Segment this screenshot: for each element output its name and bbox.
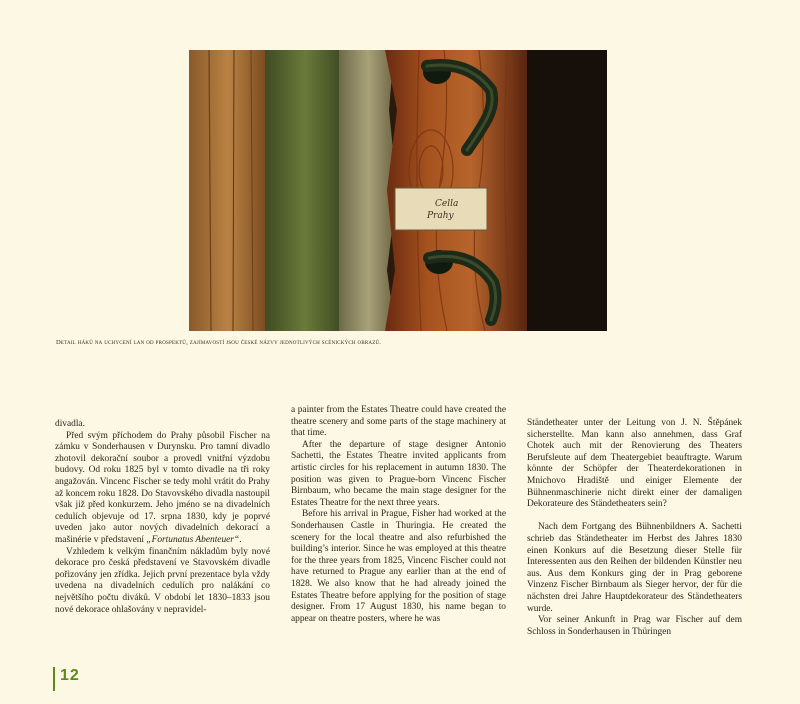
column-czech bbox=[55, 419, 270, 616]
play-title: „Fortunatus Abenteuer“ bbox=[146, 534, 240, 545]
photo-stage-hooks bbox=[189, 50, 607, 331]
column1-paragraph-1: divadla. bbox=[55, 419, 85, 429]
page-number-bar bbox=[53, 667, 55, 691]
column3-paragraph-3: Vor seiner Ankunft in Prag war Fischer auf dem Schloss in Sonderhausen in Thüringen bbox=[527, 615, 742, 637]
column1-paragraph-3: Vzhledem k velkým finančním nákladům byly nové dekorace pro česká představení ve Stavovském divadle pořizovány jen zřídka. Jejich první prezentace byla vždy uvedena na divadelních cedulích pro nalákání co největšího počtu diváků. V období let 1830–1833 jsou nové dekorace ohlašovány v nepravidel- bbox=[55, 546, 270, 615]
column2-paragraph-1: a painter from the Estates Theatre could have created the theatre scenery and some parts of the stage machinery at that time. bbox=[291, 405, 506, 439]
column-english bbox=[291, 405, 506, 625]
column2-paragraph-2: After the departure of stage designer Antonio Sachetti, the Estates Theatre invited applicants from artistic circles for his replacement in autumn 1830. The position was given to Prague-born Vincenc Fischer Birnbaum, who became the main stage designer for the Estates Theatre for the next three years. bbox=[291, 439, 506, 508]
column1-paragraph-2-text: Před svým příchodem do Prahy působil Fischer na zámku v Sonderhausen v Durynsku. Pro tamní divadlo zhotovil dekorační soubor a provedl vnitřní výzdobu budovy. Od roku 1825 byl v tomto divadle na tři roky angažován. Vincenc Fischer se tedy mohl vrátit do Prahy až koncem roku 1828. Do Stavovského divadla nastoupil však již před konkurzem. Jeho jméno se na divadelních cedulích objevuje od 17. srpna 1830, kdy je poprvé uveden jako autor nových divadelních dekorací a mašinérie v představení bbox=[55, 430, 270, 545]
column2-paragraph-3: Before his arrival in Prague, Fisher had worked at the Sonderhausen Castle in Thuringia. He created the scenery for the local theatre and also refurbished the building’s interior. Since he was employed at this theatre for the three years from 1825, Vincenc Fischer could not have returned to Prague any earlier than at the end of 1828. We also know that he had already joined the Estates Theatre before applying for the position of stage designer. From 17 August 1830, his name began to appear on theatre posters, where he was bbox=[291, 509, 506, 624]
column3-paragraph-2: Nach dem Fortgang des Bühnenbildners A. Sachetti schrieb das Ständetheater im Herbst des Jahres 1830 einen Konkurs auf die Besetzung dieser Stelle für Interessenten aus den Reihen der bildenden Künstler neu aus. Aus dem Konkurs ging der in Prag geborene Vinzenz Fischer Birnbaum als Sieger hervor, der für die nächsten drei Jahre Hauptdekorateur des Ständetheaters wurde. bbox=[527, 522, 742, 614]
label-text-1: Cella bbox=[435, 199, 459, 209]
column3-paragraph-1: Ständetheater unter der Leitung von J. N. Štěpánek sicherstellte. Man kann also annehmen, dass Graf Chotek auch mit der Renovierung des Theaters Berufsleute auf dem Theatergebiet beauftragte. Warum könnte der Schöpfer der Theaterdekorationen in Mnichovo Hradiště und einiger Elemente der Bühnenmaschinerie nicht direkt einer der damaligen Dekorateure des Ständetheaters sein? bbox=[527, 418, 742, 510]
hooks-photo-svg bbox=[189, 50, 607, 331]
column1-paragraph-2 bbox=[55, 431, 270, 547]
column-german bbox=[527, 418, 742, 638]
photo-caption: Detail háků na uchycení lan od prospektů, zajímavostí jsou české názvy jednotlivých scénických obrazů. bbox=[56, 339, 382, 346]
page-number: 12 bbox=[60, 667, 80, 684]
label-text-2: Prahy bbox=[427, 211, 454, 221]
column1-paragraph-2-end: . bbox=[239, 534, 242, 545]
